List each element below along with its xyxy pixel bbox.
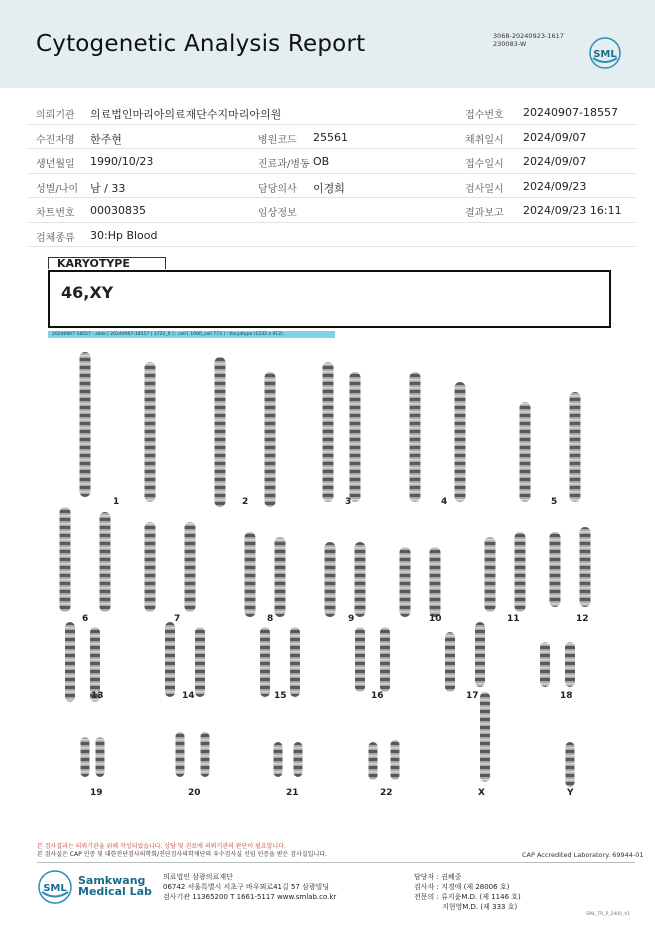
karyotype-value: 46,XY	[61, 283, 114, 302]
chromosome	[185, 522, 196, 612]
chromosome	[176, 732, 185, 777]
image-file-strip: 20240907-18557 - slide [ 20240907-18557 [ 1722_0 ] ; cell [ 1000_cell 773 ] : Karyotype (1232 x 912)	[48, 331, 335, 338]
notice-text: 본 검사결과는 의뢰기관을 위해 작성되었습니다. 상담 및 진료에 의뢰기관의 판단이 필요합니다. 본 검사실은 CAP 인증 및 대한진단검사의학회/진단검사의학재단의 우수검사실 신임 인증을 받은 검사실입니다.	[37, 843, 327, 858]
svg-text:SML: SML	[593, 49, 617, 60]
chromosome	[201, 732, 210, 777]
chromosome	[145, 522, 156, 612]
chromosome-label: 8	[267, 614, 274, 624]
chromosome	[355, 627, 365, 692]
chromosome-label: 7	[174, 614, 181, 624]
chromosome	[145, 362, 156, 502]
chromosome-label: 15	[274, 691, 287, 701]
chromosome-label: X	[478, 788, 485, 798]
info-row: 차트번호 00030835 임상정보 결과보고 2024/09/23 16:11	[28, 198, 636, 223]
chromosome-label: 14	[182, 691, 195, 701]
chromosome	[485, 537, 496, 612]
chromosome-label: 3	[345, 497, 352, 507]
chromosome	[570, 392, 581, 502]
info-row: 성별/나이 남 / 33 담당의사 이경희 검사일시 2024/09/23	[28, 174, 636, 199]
sml-logo-icon	[588, 36, 622, 70]
chromosome-label: 20	[188, 788, 201, 798]
info-row: 생년월일 1990/10/23 진료과/병동 OB 접수일시 2024/09/07	[28, 149, 636, 174]
chromosome-label: 2	[242, 497, 249, 507]
patient-info-table	[28, 100, 636, 247]
report-header	[0, 0, 655, 88]
chromosome	[100, 512, 111, 612]
chromosome	[290, 627, 300, 697]
chromosome-label: 4	[441, 497, 448, 507]
chromosome	[215, 357, 226, 507]
chromosome	[380, 627, 390, 692]
org-address: 의료법인 삼광의료재단 06742 서울특별시 서초구 바우뫼로41길 57 삼광빌딩 검사기관 11365200 T 1661-5117 www.smlab.co.kr	[163, 873, 337, 901]
chromosome-label: 10	[429, 614, 442, 624]
chromosome	[391, 740, 400, 780]
chromosome	[410, 372, 421, 502]
chromosome	[265, 372, 276, 507]
karyogram-image	[40, 342, 615, 802]
chromosome-label: 6	[82, 614, 89, 624]
karyotype-tab-label: KARYOTYPE	[48, 257, 166, 269]
chromosome	[245, 532, 256, 617]
chromosome	[550, 532, 561, 607]
chromosome-label: 11	[507, 614, 520, 624]
chromosome	[355, 542, 366, 617]
chromosome	[274, 742, 283, 777]
info-row: 검체종류 30:Hp Blood	[28, 223, 636, 248]
chromosome-label: 13	[91, 691, 104, 701]
chromosome	[60, 507, 71, 612]
svg-text:SML: SML	[43, 883, 67, 894]
chromosome	[565, 642, 575, 687]
chromosome-label: 9	[348, 614, 355, 624]
info-row: 의뢰기관 의료법인마리아의료재단수지마리아의원 접수번호 20240907-18557	[28, 100, 636, 125]
chromosome	[369, 742, 378, 780]
chromosome	[400, 547, 411, 617]
chromosome	[195, 627, 205, 697]
chromosome-label: Y	[567, 788, 574, 798]
chromosome-label: 19	[90, 788, 103, 798]
chromosome-label: 17	[466, 691, 479, 701]
chromosome	[294, 742, 303, 777]
chromosome	[445, 632, 455, 692]
chromosome	[566, 742, 575, 787]
chromosome	[430, 547, 441, 617]
chromosome-label: 1	[113, 497, 120, 507]
chromosome-label: 18	[560, 691, 573, 701]
chromosome-label: 16	[371, 691, 384, 701]
chromosome	[275, 537, 286, 617]
footer-divider	[37, 862, 635, 863]
chromosome	[96, 737, 105, 777]
org-name: Samkwang Medical Lab	[78, 874, 152, 898]
chromosome	[540, 642, 550, 687]
chromosome	[455, 382, 466, 502]
chromosome	[65, 622, 75, 702]
chromosome	[480, 692, 490, 782]
chromosome	[260, 627, 270, 697]
staff-list: 담당자 : 권혜중 검사자 : 지경애 (제 28006 호) 전문의 : 류지윤M.D. (제 1146 호) 지현영M.D. (제 333 호)	[414, 873, 521, 911]
chromosome	[325, 542, 336, 617]
report-title: Cytogenetic Analysis Report	[36, 31, 366, 57]
chromosome	[475, 622, 485, 687]
chromosome-label: 21	[286, 788, 299, 798]
chromosome	[520, 402, 531, 502]
chromosome	[81, 737, 90, 777]
chromosome	[580, 527, 591, 607]
sml-footer-logo-icon	[37, 869, 73, 905]
karyotype-result-box	[48, 270, 611, 328]
chromosome	[323, 362, 334, 502]
report-code: 3068-20240923-1617 230083-W	[493, 32, 564, 48]
document-code: SML_TR_P_2400_V1	[586, 912, 631, 917]
chromosome-label: 12	[576, 614, 589, 624]
chromosome-label: 5	[551, 497, 558, 507]
chromosome	[80, 352, 91, 497]
cap-accreditation: CAP Accredited Laboratory. 69944-01	[522, 851, 644, 859]
chromosome-label: 22	[380, 788, 393, 798]
chromosome	[515, 532, 526, 612]
chromosome	[350, 372, 361, 502]
info-row: 수진자명 한주현 병원코드 25561 채취일시 2024/09/07	[28, 125, 636, 150]
chromosome	[165, 622, 175, 697]
